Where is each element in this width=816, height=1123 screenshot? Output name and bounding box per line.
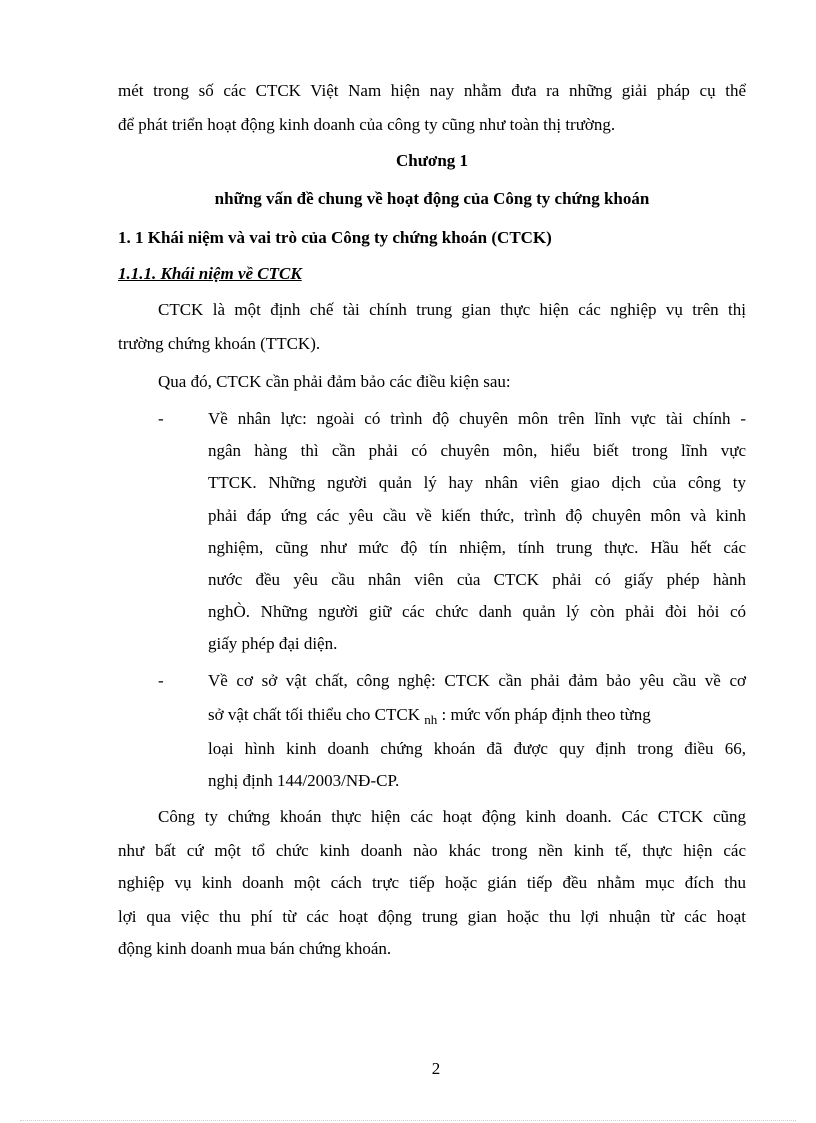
closing-line-5: động kinh doanh mua bán chứng khoán. bbox=[118, 939, 392, 958]
subsection-heading: 1.1.1. Khái niệm về CTCK bbox=[118, 264, 302, 283]
bullet-1-line-5: nghiệm, cũng như mức độ tín nhiệm, tính trung thực. Hầu hết các bbox=[208, 538, 746, 557]
section-heading: 1. 1 Khái niệm và vai trò của Công ty chứng khoán (CTCK) bbox=[118, 228, 552, 247]
closing-line-4: lợi qua việc thu phí từ các hoạt động trung gian hoặc thu lợi nhuận từ các hoạt bbox=[118, 907, 746, 926]
bullet-1-line-4: phải đáp ứng các yêu cầu về kiến thức, trình độ chuyên môn và kinh bbox=[208, 506, 746, 525]
bullet-2-subscript: nh bbox=[424, 712, 438, 727]
closing-line-3: nghiệp vụ kinh doanh một cách trực tiếp hoặc gián tiếp đều nhằm mục đích thu bbox=[118, 873, 746, 892]
bullet-1-line-2: ngân hàng thì cần phải có chuyên môn, hiểu biết trong lĩnh vực bbox=[208, 441, 746, 460]
page-number: 2 bbox=[431, 1059, 441, 1078]
closing-line-2: như bất cứ một tổ chức kinh doanh nào khác trong nền kinh tế, thực hiện các bbox=[118, 841, 746, 860]
bullet-2-line-2-tail: : mức vốn pháp định theo từng bbox=[441, 705, 651, 724]
intro-line-2: để phát triển hoạt động kinh doanh của công ty cũng như toàn thị trường. bbox=[118, 115, 616, 134]
bullet-2-line-1: Về cơ sở vật chất, công nghệ: CTCK cần phải đảm bảo yêu cầu về cơ bbox=[208, 671, 746, 690]
chapter-title: những vấn đề chung về hoạt động của Công ty chứng khoán bbox=[214, 189, 650, 208]
closing-line-1: Công ty chứng khoán thực hiện các hoạt động kinh doanh. Các CTCK cũng bbox=[158, 807, 746, 826]
bullet-marker: - bbox=[158, 409, 164, 428]
bullet-2-line-2 bbox=[208, 704, 746, 731]
chapter-number: Chương 1 bbox=[395, 151, 469, 170]
intro-line-1: mét trong số các CTCK Việt Nam hiện nay nhằm đưa ra những giải pháp cụ thể bbox=[118, 81, 746, 100]
bullet-1-line-3: TTCK. Những người quản lý hay nhân viên giao dịch của công ty bbox=[208, 473, 746, 492]
bullet-1-line-1: Về nhân lực: ngoài có trình độ chuyên môn trên lĩnh vực tài chính - bbox=[208, 409, 746, 428]
conditions-intro: Qua đó, CTCK cần phải đảm bảo các điều kiện sau: bbox=[158, 372, 511, 391]
bullet-1-line-8: giấy phép đại diện. bbox=[208, 634, 338, 653]
bullet-2-line-2-text: sở vật chất tối thiểu cho CTCK bbox=[208, 705, 421, 724]
definition-line-1: CTCK là một định chế tài chính trung gian thực hiện các nghiệp vụ trên thị bbox=[158, 300, 746, 319]
bullet-2-line-3: loại hình kinh doanh chứng khoán đã được quy định trong điều 66, bbox=[208, 739, 746, 758]
bullet-2-line-4: nghị định 144/2003/NĐ-CP. bbox=[208, 771, 400, 790]
page-bottom-divider bbox=[20, 1120, 796, 1121]
bullet-1-line-7: nghÒ. Những người giữ các chức danh quản lý còn phải đòi hỏi có bbox=[208, 602, 746, 621]
bullet-marker: - bbox=[158, 671, 164, 690]
bullet-1-line-6: nước đều yêu cầu nhân viên của CTCK phải có giấy phép hành bbox=[208, 570, 746, 589]
definition-line-2: trường chứng khoán (TTCK). bbox=[118, 334, 321, 353]
